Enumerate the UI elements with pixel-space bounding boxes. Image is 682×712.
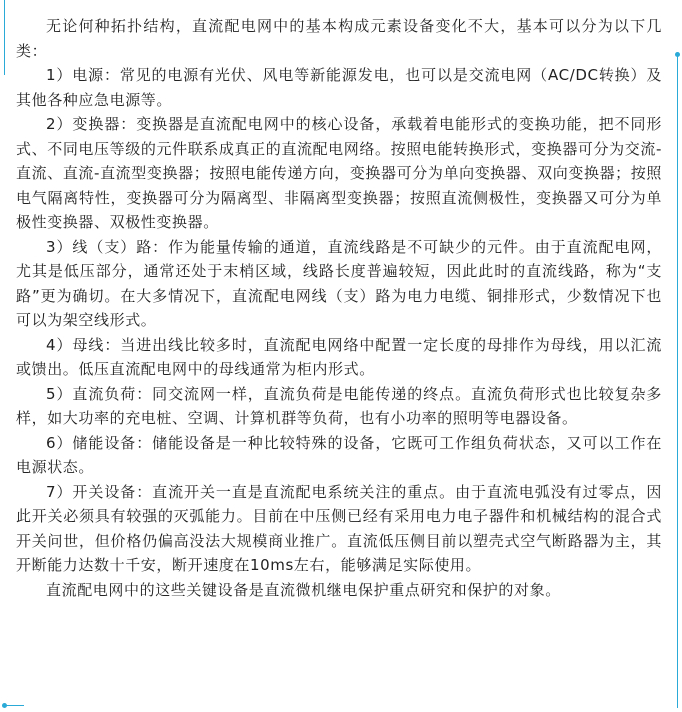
intro-paragraph: 无论何种拓扑结构，直流配电网中的基本构成元素设备变化不大，基本可以分为以下几类： <box>16 17 662 60</box>
item-power-source: 1）电源：常见的电源有光伏、风电等新能源发电，也可以是交流电网（AC/DC转换）及其他各种应急电源等。 <box>16 66 662 109</box>
item-converter: 2）变换器：变换器是直流配电网中的核心设备，承载着电能形式的变换功能，把不同形式、不同电压等级的元件联系成真正的直流配电网络。按照电能转换形式，变换器可分为交流-直流、直流-直流型变换器；按照电能传递方向，变换器可分为单向变换器、双向变换器；按照电气隔离特性，变换器可分为隔离型、非隔离型变换器；按照直流侧极性，变换器又可分为单极性变换器、双极性变换器。 <box>16 115 662 231</box>
item-line-branch: 3）线（支）路：作为能量传输的通道，直流线路是不可缺少的元件。由于直流配电网，尤其是低压部分，通常还处于末梢区域，线路长度普遍较短，因此此时的直流线路，称为“支路”更为确切。在大多情况下，直流配电网线（支）路为电力电缆、铜排形式，少数情况下也可以为架空线形式。 <box>16 237 662 329</box>
frame-corner-top-left <box>4 0 13 75</box>
article-body <box>16 14 662 602</box>
item-busbar: 4）母线：当进出线比较多时，直流配电网络中配置一定长度的母排作为母线，用以汇流或馈出。低压直流配电网中的母线通常为柜内形式。 <box>16 335 662 378</box>
frame-line-bottom <box>4 705 24 706</box>
item-dc-load: 5）直流负荷：同交流网一样，直流负荷是电能传递的终点。直流负荷形式也比较复杂多样，如大功率的充电桩、空调、计算机群等负荷，也有小功率的照明等电器设备。 <box>16 384 662 427</box>
closing-paragraph: 直流配电网中的这些关键设备是直流微机继电保护重点研究和保护的对象。 <box>46 580 561 599</box>
frame-line-right <box>676 53 678 708</box>
item-energy-storage: 6）储能设备：储能设备是一种比较特殊的设备，它既可工作组负荷状态，又可以工作在电源状态。 <box>16 433 662 476</box>
item-switchgear: 7）开关设备：直流开关一直是直流配电系统关注的重点。由于直流电弧没有过零点，因此开关必须具有较强的灭弧能力。目前在中压侧已经有采用电力电子器件和机械结构的混合式开关问世，但价格仍偏高没法大规模商业推广。直流低压侧目前以塑壳式空气断路器为主，其开断能力达数十千安，断开速度在10ms左右，能够满足实际使用。 <box>16 482 662 574</box>
